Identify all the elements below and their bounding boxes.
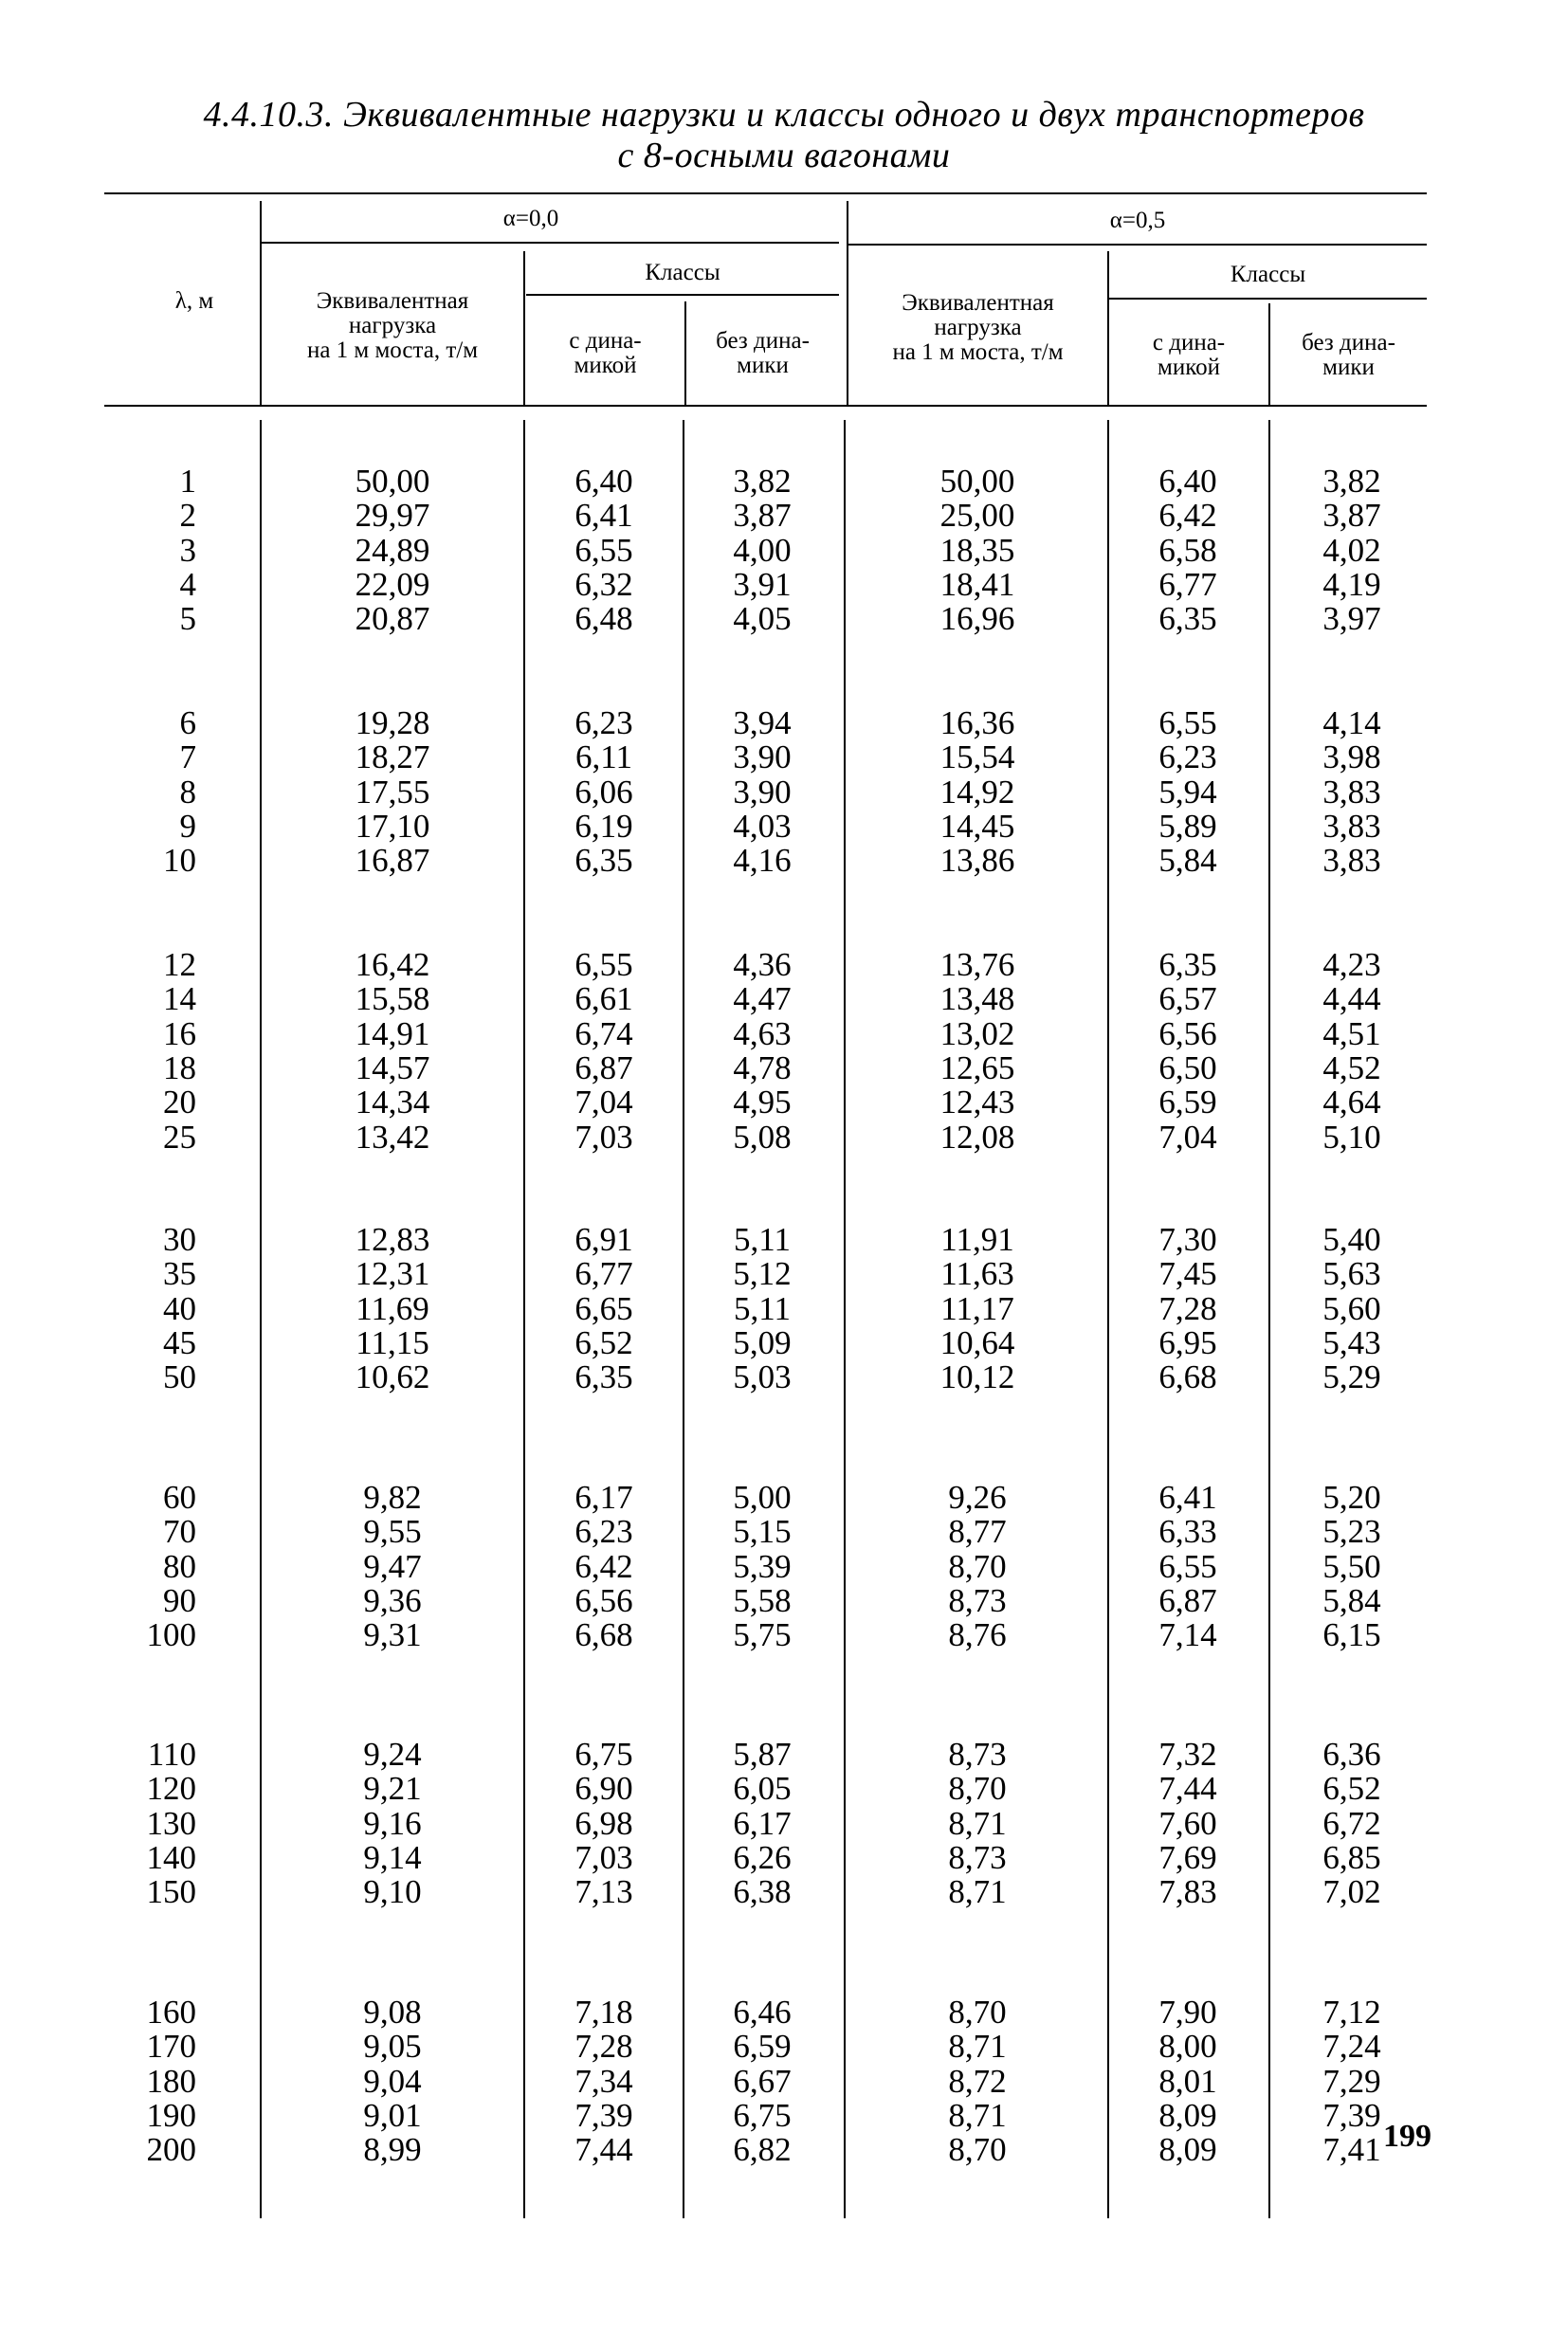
cell-equiv-a05: 12,43 — [939, 1084, 1015, 1121]
cell-no-dyn-a05: 4,52 — [1322, 1048, 1381, 1086]
cell-lambda: 110 — [147, 1736, 196, 1773]
cell-equiv-a0: 11,69 — [356, 1289, 429, 1327]
group-a05-rule — [848, 244, 1427, 246]
cell-lambda: 1 — [179, 463, 196, 500]
cell-no-dyn-a0: 3,94 — [733, 704, 792, 741]
cell-no-dyn-a05: 7,24 — [1322, 2028, 1381, 2066]
cell-no-dyn-a0: 6,26 — [733, 1838, 792, 1876]
group-a0-rule — [261, 242, 839, 244]
cell-with-dyn-a0: 7,04 — [574, 1084, 633, 1121]
cell-no-dyn-a05: 4,02 — [1322, 531, 1381, 569]
header-with-dyn-a0-line1: с дина- — [569, 328, 642, 354]
cell-equiv-a05: 8,77 — [948, 1513, 1007, 1551]
body-divider-a05-equiv — [1107, 420, 1109, 2218]
cell-no-dyn-a0: 4,05 — [733, 600, 792, 638]
cell-with-dyn-a0: 7,34 — [574, 2062, 633, 2100]
cell-no-dyn-a0: 5,09 — [733, 1323, 792, 1361]
body-divider-a05-classes — [1268, 420, 1270, 2218]
cell-no-dyn-a0: 3,87 — [733, 497, 792, 535]
cell-with-dyn-a05: 7,83 — [1158, 1873, 1217, 1911]
cell-lambda: 170 — [146, 2028, 196, 2066]
cell-with-dyn-a05: 7,45 — [1158, 1255, 1217, 1293]
cell-equiv-a05: 16,36 — [939, 704, 1015, 741]
cell-equiv-a05: 8,71 — [948, 2096, 1007, 2134]
cell-with-dyn-a05: 6,35 — [1158, 600, 1217, 638]
body-divider-groups — [844, 420, 846, 2218]
cell-lambda: 120 — [146, 1770, 196, 1808]
cell-equiv-a0: 9,10 — [363, 1873, 422, 1911]
cell-equiv-a05: 11,17 — [940, 1289, 1014, 1327]
cell-no-dyn-a0: 4,95 — [733, 1084, 792, 1121]
cell-with-dyn-a0: 7,28 — [574, 2028, 633, 2066]
cell-equiv-a0: 20,87 — [355, 600, 430, 638]
cell-lambda: 160 — [146, 1994, 196, 2031]
cell-with-dyn-a05: 7,30 — [1158, 1221, 1217, 1258]
cell-with-dyn-a0: 6,23 — [574, 1513, 633, 1551]
cell-with-dyn-a05: 6,41 — [1158, 1479, 1217, 1516]
cell-with-dyn-a0: 7,39 — [574, 2096, 633, 2134]
header-equiv-a0-line3: на 1 м моста, т/м — [306, 337, 479, 363]
cell-with-dyn-a0: 6,32 — [574, 565, 633, 603]
cell-with-dyn-a0: 6,87 — [574, 1048, 633, 1086]
cell-with-dyn-a0: 6,90 — [574, 1770, 633, 1808]
cell-equiv-a0: 24,89 — [355, 531, 430, 569]
cell-equiv-a05: 8,70 — [948, 1994, 1007, 2031]
cell-lambda: 90 — [163, 1581, 196, 1619]
cell-with-dyn-a05: 7,44 — [1158, 1770, 1217, 1808]
cell-with-dyn-a05: 7,60 — [1158, 1804, 1217, 1842]
cell-equiv-a05: 8,73 — [948, 1581, 1007, 1619]
cell-equiv-a0: 9,31 — [363, 1616, 422, 1654]
cell-no-dyn-a05: 3,98 — [1322, 738, 1381, 776]
cell-equiv-a05: 8,71 — [948, 1804, 1007, 1842]
cell-with-dyn-a0: 6,75 — [574, 1736, 633, 1773]
table-title-line2: с 8-осными вагонами — [617, 136, 951, 175]
cell-equiv-a05: 14,45 — [939, 807, 1015, 845]
cell-no-dyn-a05: 7,02 — [1322, 1873, 1381, 1911]
cell-with-dyn-a05: 6,87 — [1158, 1581, 1217, 1619]
cell-no-dyn-a0: 5,15 — [733, 1513, 792, 1551]
cell-no-dyn-a0: 4,36 — [733, 946, 792, 983]
cell-lambda: 3 — [179, 531, 196, 569]
cell-no-dyn-a0: 6,17 — [733, 1804, 792, 1842]
cell-with-dyn-a0: 6,98 — [574, 1804, 633, 1842]
cell-lambda: 6 — [179, 704, 196, 741]
cell-equiv-a05: 8,72 — [948, 2062, 1007, 2100]
cell-no-dyn-a05: 3,87 — [1322, 497, 1381, 535]
classes-a0-rule — [526, 294, 839, 296]
header-equiv-a05-line3: на 1 м моста, т/м — [892, 339, 1064, 365]
cell-no-dyn-a0: 5,58 — [733, 1581, 792, 1619]
cell-no-dyn-a0: 4,16 — [733, 842, 792, 880]
cell-no-dyn-a05: 6,36 — [1322, 1736, 1381, 1773]
cell-equiv-a0: 15,58 — [355, 980, 430, 1018]
cell-no-dyn-a0: 3,90 — [733, 738, 792, 776]
cell-no-dyn-a05: 4,14 — [1322, 704, 1381, 741]
cell-lambda: 150 — [146, 1873, 196, 1911]
cell-with-dyn-a05: 6,35 — [1158, 946, 1217, 983]
cell-no-dyn-a0: 4,47 — [733, 980, 792, 1018]
cell-no-dyn-a05: 4,64 — [1322, 1084, 1381, 1121]
body-divider-lambda — [260, 420, 262, 2218]
cell-with-dyn-a05: 5,94 — [1158, 773, 1217, 811]
cell-no-dyn-a05: 5,10 — [1322, 1118, 1381, 1156]
cell-no-dyn-a05: 7,39 — [1322, 2096, 1381, 2134]
cell-equiv-a0: 17,55 — [355, 773, 430, 811]
cell-with-dyn-a05: 8,00 — [1158, 2028, 1217, 2066]
cell-lambda: 70 — [163, 1513, 196, 1551]
cell-lambda: 8 — [179, 773, 196, 811]
cell-no-dyn-a05: 5,29 — [1322, 1358, 1381, 1396]
cell-lambda: 100 — [146, 1616, 196, 1654]
cell-equiv-a0: 9,82 — [363, 1479, 422, 1516]
cell-no-dyn-a05: 6,85 — [1322, 1838, 1381, 1876]
cell-with-dyn-a0: 6,65 — [574, 1289, 633, 1327]
cell-with-dyn-a05: 6,57 — [1158, 980, 1217, 1018]
cell-lambda: 14 — [163, 980, 196, 1018]
cell-with-dyn-a0: 7,44 — [574, 2131, 633, 2169]
cell-with-dyn-a0: 6,48 — [574, 600, 633, 638]
cell-no-dyn-a05: 5,63 — [1322, 1255, 1381, 1293]
cell-lambda: 45 — [163, 1323, 196, 1361]
cell-no-dyn-a0: 5,12 — [733, 1255, 792, 1293]
cell-with-dyn-a05: 8,01 — [1158, 2062, 1217, 2100]
cell-no-dyn-a05: 7,12 — [1322, 1994, 1381, 2031]
cell-with-dyn-a05: 7,28 — [1158, 1289, 1217, 1327]
cell-no-dyn-a05: 4,23 — [1322, 946, 1381, 983]
header-with-dyn-a05-line2: микой — [1158, 355, 1220, 380]
cell-equiv-a0: 16,87 — [355, 842, 430, 880]
cell-no-dyn-a05: 5,40 — [1322, 1221, 1381, 1258]
cell-equiv-a0: 9,05 — [363, 2028, 422, 2066]
cell-with-dyn-a05: 7,04 — [1158, 1118, 1217, 1156]
cell-no-dyn-a05: 4,44 — [1322, 980, 1381, 1018]
cell-equiv-a0: 9,01 — [363, 2096, 422, 2134]
cell-equiv-a0: 14,57 — [355, 1048, 430, 1086]
cell-with-dyn-a0: 6,41 — [574, 497, 633, 535]
cell-with-dyn-a05: 6,59 — [1158, 1084, 1217, 1121]
cell-with-dyn-a05: 7,32 — [1158, 1736, 1217, 1773]
cell-with-dyn-a0: 7,13 — [574, 1873, 633, 1911]
cell-lambda: 180 — [146, 2062, 196, 2100]
table-title-line1: 4.4.10.3. Эквивалентные нагрузки и классы одного и двух транспортеров — [203, 95, 1365, 135]
cell-equiv-a0: 9,08 — [363, 1994, 422, 2031]
cell-no-dyn-a0: 6,67 — [733, 2062, 792, 2100]
cell-no-dyn-a0: 5,11 — [734, 1289, 791, 1327]
cell-equiv-a0: 9,36 — [363, 1581, 422, 1619]
cell-with-dyn-a05: 8,09 — [1158, 2096, 1217, 2134]
header-with-dyn-a0-line2: микой — [574, 353, 637, 378]
cell-with-dyn-a0: 7,03 — [574, 1838, 633, 1876]
cell-equiv-a0: 9,47 — [363, 1547, 422, 1585]
cell-equiv-a0: 13,42 — [355, 1118, 430, 1156]
cell-equiv-a05: 25,00 — [939, 497, 1015, 535]
cell-no-dyn-a0: 5,08 — [733, 1118, 792, 1156]
cell-no-dyn-a0: 5,75 — [733, 1616, 792, 1654]
cell-lambda: 12 — [163, 946, 196, 983]
cell-with-dyn-a05: 5,89 — [1158, 807, 1217, 845]
cell-with-dyn-a05: 6,55 — [1158, 1547, 1217, 1585]
cell-equiv-a0: 9,21 — [363, 1770, 422, 1808]
cell-no-dyn-a0: 4,63 — [733, 1014, 792, 1052]
cell-lambda: 80 — [163, 1547, 196, 1585]
header-equiv-a0-line2: нагрузка — [348, 313, 437, 338]
cell-no-dyn-a0: 5,39 — [733, 1547, 792, 1585]
header-classes-a0: Классы — [645, 260, 720, 285]
cell-with-dyn-a0: 6,35 — [574, 1358, 633, 1396]
header-bottom-rule — [104, 405, 1427, 407]
cell-lambda: 25 — [163, 1118, 196, 1156]
cell-lambda: 140 — [146, 1838, 196, 1876]
cell-no-dyn-a05: 5,50 — [1322, 1547, 1381, 1585]
cell-no-dyn-a05: 7,29 — [1322, 2062, 1381, 2100]
classes-a05-rule — [1109, 298, 1427, 300]
page-number: 199 — [1383, 2119, 1431, 2154]
cell-equiv-a05: 16,96 — [939, 600, 1015, 638]
cell-equiv-a05: 8,73 — [948, 1838, 1007, 1876]
table-top-rule — [104, 192, 1427, 194]
cell-equiv-a05: 13,86 — [939, 842, 1015, 880]
cell-with-dyn-a0: 6,55 — [574, 946, 633, 983]
cell-equiv-a0: 19,28 — [355, 704, 430, 741]
header-no-dyn-a05-line2: мики — [1322, 355, 1375, 380]
cell-no-dyn-a05: 5,43 — [1322, 1323, 1381, 1361]
cell-equiv-a05: 8,70 — [948, 1770, 1007, 1808]
cell-lambda: 40 — [163, 1289, 196, 1327]
cell-equiv-a0: 8,99 — [363, 2131, 422, 2169]
cell-equiv-a05: 8,70 — [948, 2131, 1007, 2169]
cell-with-dyn-a0: 6,11 — [575, 738, 632, 776]
cell-equiv-a05: 13,48 — [939, 980, 1015, 1018]
cell-equiv-a0: 12,83 — [355, 1221, 430, 1258]
cell-equiv-a0: 9,14 — [363, 1838, 422, 1876]
header-equiv-a0-line1: Эквивалентная — [316, 288, 469, 314]
cell-equiv-a0: 29,97 — [355, 497, 430, 535]
body-divider-a0-classes — [683, 420, 684, 2218]
cell-equiv-a05: 8,73 — [948, 1736, 1007, 1773]
cell-lambda: 4 — [179, 565, 196, 603]
cell-with-dyn-a0: 6,91 — [574, 1221, 633, 1258]
cell-with-dyn-a05: 7,69 — [1158, 1838, 1217, 1876]
header-lambda: λ, м — [174, 288, 214, 314]
cell-lambda: 60 — [163, 1479, 196, 1516]
cell-with-dyn-a05: 6,56 — [1158, 1014, 1217, 1052]
cell-with-dyn-a05: 6,58 — [1158, 531, 1217, 569]
cell-no-dyn-a05: 4,51 — [1322, 1014, 1381, 1052]
cell-equiv-a0: 12,31 — [355, 1255, 430, 1293]
cell-lambda: 18 — [163, 1048, 196, 1086]
cell-with-dyn-a05: 6,95 — [1158, 1323, 1217, 1361]
cell-equiv-a05: 15,54 — [939, 738, 1015, 776]
cell-lambda: 16 — [163, 1014, 196, 1052]
header-group-a0: α=0,0 — [502, 206, 559, 231]
cell-lambda: 9 — [179, 807, 196, 845]
cell-with-dyn-a0: 6,52 — [574, 1323, 633, 1361]
cell-equiv-a0: 9,16 — [363, 1804, 422, 1842]
cell-no-dyn-a0: 6,82 — [733, 2131, 792, 2169]
cell-no-dyn-a0: 4,00 — [733, 531, 792, 569]
header-no-dyn-a0-line1: без дина- — [716, 328, 810, 354]
cell-lambda: 35 — [163, 1255, 196, 1293]
header-no-dyn-a0-line2: мики — [737, 353, 789, 378]
cell-equiv-a0: 50,00 — [355, 463, 430, 500]
cell-equiv-a05: 11,63 — [940, 1255, 1014, 1293]
cell-equiv-a0: 16,42 — [355, 946, 430, 983]
cell-equiv-a05: 8,70 — [948, 1547, 1007, 1585]
cell-no-dyn-a05: 7,41 — [1322, 2131, 1381, 2169]
cell-no-dyn-a05: 3,82 — [1322, 463, 1381, 500]
cell-no-dyn-a0: 6,38 — [733, 1873, 792, 1911]
cell-with-dyn-a0: 6,17 — [574, 1479, 633, 1516]
cell-no-dyn-a05: 3,83 — [1322, 807, 1381, 845]
cell-lambda: 130 — [146, 1804, 196, 1842]
cell-no-dyn-a05: 5,20 — [1322, 1479, 1381, 1516]
cell-equiv-a05: 13,02 — [939, 1014, 1015, 1052]
cell-with-dyn-a0: 6,06 — [574, 773, 633, 811]
cell-no-dyn-a0: 5,03 — [733, 1358, 792, 1396]
header-no-dyn-a05-line1: без дина- — [1302, 330, 1395, 355]
cell-with-dyn-a0: 6,40 — [574, 463, 633, 500]
cell-no-dyn-a0: 5,11 — [734, 1221, 791, 1258]
cell-with-dyn-a0: 6,19 — [574, 807, 633, 845]
cell-no-dyn-a0: 3,91 — [733, 565, 792, 603]
cell-lambda: 50 — [163, 1358, 196, 1396]
cell-with-dyn-a05: 6,42 — [1158, 497, 1217, 535]
cell-no-dyn-a05: 5,23 — [1322, 1513, 1381, 1551]
cell-equiv-a0: 22,09 — [355, 565, 430, 603]
cell-no-dyn-a05: 6,52 — [1322, 1770, 1381, 1808]
cell-with-dyn-a05: 6,23 — [1158, 738, 1217, 776]
cell-no-dyn-a0: 6,75 — [733, 2096, 792, 2134]
cell-equiv-a05: 18,41 — [939, 565, 1015, 603]
cell-no-dyn-a0: 3,90 — [733, 773, 792, 811]
cell-no-dyn-a0: 4,03 — [733, 807, 792, 845]
cell-no-dyn-a05: 3,83 — [1322, 773, 1381, 811]
cell-with-dyn-a05: 5,84 — [1158, 842, 1217, 880]
cell-with-dyn-a05: 6,40 — [1158, 463, 1217, 500]
body-divider-a0-equiv — [523, 420, 525, 2218]
cell-with-dyn-a0: 6,55 — [574, 531, 633, 569]
cell-no-dyn-a05: 5,60 — [1322, 1289, 1381, 1327]
cell-no-dyn-a05: 6,15 — [1322, 1616, 1381, 1654]
cell-no-dyn-a05: 4,19 — [1322, 565, 1381, 603]
cell-with-dyn-a0: 6,77 — [574, 1255, 633, 1293]
cell-equiv-a05: 13,76 — [939, 946, 1015, 983]
header-group-a05: α=0,5 — [1109, 208, 1166, 233]
cell-no-dyn-a0: 5,00 — [733, 1479, 792, 1516]
cell-with-dyn-a05: 6,33 — [1158, 1513, 1217, 1551]
cell-equiv-a05: 8,76 — [948, 1616, 1007, 1654]
cell-lambda: 20 — [163, 1084, 196, 1121]
cell-with-dyn-a0: 6,61 — [574, 980, 633, 1018]
cell-no-dyn-a0: 6,59 — [733, 2028, 792, 2066]
cell-equiv-a05: 8,71 — [948, 1873, 1007, 1911]
cell-equiv-a05: 14,92 — [939, 773, 1015, 811]
cell-no-dyn-a0: 6,05 — [733, 1770, 792, 1808]
cell-equiv-a0: 17,10 — [355, 807, 430, 845]
cell-equiv-a0: 9,24 — [363, 1736, 422, 1773]
cell-equiv-a05: 8,71 — [948, 2028, 1007, 2066]
cell-equiv-a0: 14,91 — [355, 1014, 430, 1052]
cell-with-dyn-a0: 7,03 — [574, 1118, 633, 1156]
cell-equiv-a05: 18,35 — [939, 531, 1015, 569]
header-equiv-a05-line1: Эквивалентная — [902, 290, 1054, 316]
header-classes-a05: Классы — [1230, 262, 1306, 287]
cell-equiv-a0: 11,15 — [356, 1323, 429, 1361]
cell-with-dyn-a05: 7,90 — [1158, 1994, 1217, 2031]
cell-lambda: 200 — [146, 2131, 196, 2169]
cell-equiv-a05: 10,12 — [939, 1358, 1015, 1396]
header-with-dyn-a05-line1: с дина- — [1152, 330, 1226, 355]
cell-with-dyn-a0: 6,23 — [574, 704, 633, 741]
cell-no-dyn-a0: 3,82 — [733, 463, 792, 500]
cell-no-dyn-a05: 6,72 — [1322, 1804, 1381, 1842]
cell-with-dyn-a0: 6,35 — [574, 842, 633, 880]
cell-equiv-a0: 9,04 — [363, 2062, 422, 2100]
cell-lambda: 2 — [179, 497, 196, 535]
cell-equiv-a0: 14,34 — [355, 1084, 430, 1121]
cell-lambda: 5 — [179, 600, 196, 638]
cell-with-dyn-a05: 8,09 — [1158, 2131, 1217, 2169]
cell-equiv-a05: 12,65 — [939, 1048, 1015, 1086]
header-divider-a0-equiv — [523, 251, 525, 405]
cell-lambda: 30 — [163, 1221, 196, 1258]
cell-with-dyn-a05: 6,68 — [1158, 1358, 1217, 1396]
cell-lambda: 10 — [163, 842, 196, 880]
cell-with-dyn-a0: 6,56 — [574, 1581, 633, 1619]
cell-with-dyn-a05: 7,14 — [1158, 1616, 1217, 1654]
cell-equiv-a0: 18,27 — [355, 738, 430, 776]
cell-with-dyn-a0: 6,42 — [574, 1547, 633, 1585]
cell-equiv-a05: 50,00 — [939, 463, 1015, 500]
cell-with-dyn-a05: 6,55 — [1158, 704, 1217, 741]
cell-lambda: 7 — [179, 738, 196, 776]
cell-no-dyn-a05: 3,83 — [1322, 842, 1381, 880]
cell-equiv-a05: 11,91 — [940, 1221, 1014, 1258]
cell-with-dyn-a0: 6,68 — [574, 1616, 633, 1654]
cell-no-dyn-a0: 6,46 — [733, 1994, 792, 2031]
cell-no-dyn-a0: 4,78 — [733, 1048, 792, 1086]
cell-no-dyn-a05: 5,84 — [1322, 1581, 1381, 1619]
cell-with-dyn-a05: 6,77 — [1158, 565, 1217, 603]
cell-equiv-a05: 10,64 — [939, 1323, 1015, 1361]
cell-lambda: 190 — [146, 2096, 196, 2134]
cell-equiv-a05: 12,08 — [939, 1118, 1015, 1156]
cell-no-dyn-a0: 5,87 — [733, 1736, 792, 1773]
cell-with-dyn-a0: 7,18 — [574, 1994, 633, 2031]
cell-no-dyn-a05: 3,97 — [1322, 600, 1381, 638]
cell-with-dyn-a05: 6,50 — [1158, 1048, 1217, 1086]
cell-with-dyn-a0: 6,74 — [574, 1014, 633, 1052]
cell-equiv-a0: 10,62 — [355, 1358, 430, 1396]
cell-equiv-a05: 9,26 — [948, 1479, 1007, 1516]
cell-equiv-a0: 9,55 — [363, 1513, 422, 1551]
header-equiv-a05-line2: нагрузка — [934, 315, 1022, 340]
